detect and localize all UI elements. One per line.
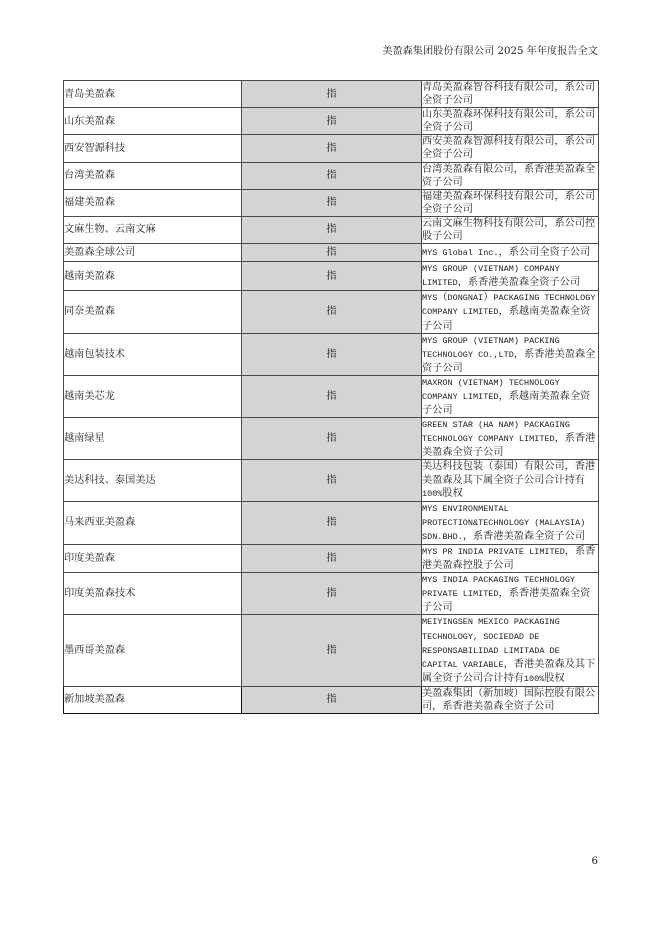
refers-to-cell: 指 xyxy=(242,108,422,135)
definition-cell: 美盈森集团（新加坡）国际控股有限公司，系香港美盈森全资子公司 xyxy=(422,686,599,713)
term-cell: 越南绿星 xyxy=(64,418,242,460)
term-cell: 印度美盈森技术 xyxy=(64,573,242,615)
definition-row xyxy=(64,615,599,686)
definition-cell: 台湾美盈森有限公司，系香港美盈森全资子公司 xyxy=(422,162,599,189)
latin-text-run: MYS INDIA PACKAGING TECHNOLOGY PRIVATE LIMITED xyxy=(422,575,576,600)
term-cell: 印度美盈森 xyxy=(64,545,242,573)
term-cell: 越南包装技术 xyxy=(64,333,242,375)
definition-row xyxy=(64,460,599,501)
latin-text-run: MYS GROUP (VIETNAM) COMPANY LIMITED xyxy=(422,264,560,289)
definition-row xyxy=(64,375,599,417)
latin-text-run: GREEN STAR (HA NAM) PACKAGING TECHNOLOGY COMPANY LIMITED xyxy=(422,420,570,445)
definition-cell: GREEN STAR (HA NAM) PACKAGING TECHNOLOGY COMPANY LIMITED，系香港美盈森全资子公司 xyxy=(422,418,599,460)
latin-text-run: 100% xyxy=(422,488,443,499)
definition-row xyxy=(64,108,599,135)
definition-cell: 山东美盈森环保科技有限公司，系公司全资子公司 xyxy=(422,108,599,135)
latin-text-run: MYS GROUP (VIETNAM) PACKING TECHNOLOGY CO.,LTD xyxy=(422,335,560,360)
refers-to-cell: 指 xyxy=(242,460,422,501)
refers-to-cell: 指 xyxy=(242,216,422,243)
term-cell: 青岛美盈森 xyxy=(64,81,242,108)
latin-text-run: MAXRON (VIETNAM) TECHNOLOGY COMPANY LIMITED xyxy=(422,377,560,402)
refers-to-cell: 指 xyxy=(242,418,422,460)
latin-text-run: PACKAGING TECHNOLOGY COMPANY LIMITED xyxy=(422,293,596,318)
refers-to-cell: 指 xyxy=(242,189,422,216)
definition-row xyxy=(64,686,599,713)
term-cell: 越南美芯龙 xyxy=(64,375,242,417)
refers-to-cell: 指 xyxy=(242,545,422,573)
latin-text-run: MYS Global Inc. xyxy=(422,247,499,258)
definition-row xyxy=(64,501,599,544)
term-cell: 西安智源科技 xyxy=(64,135,242,162)
definition-cell: MYS ENVIRONMENTAL PROTECTION&TECHNOLOGY (MALAYSIA) SDN.BHD.，系香港美盈森全资子公司 xyxy=(422,501,599,544)
definition-row xyxy=(64,573,599,615)
refers-to-cell: 指 xyxy=(242,333,422,375)
definition-row xyxy=(64,545,599,573)
definition-cell: MEIYINGSEN MEXICO PACKAGING TECHNOLOGY, SOCIEDAD DE RESPONSABILIDAD LIMITADA DE CAPITAL VARIABLE，香港美盈森及其下属全资子公司合计持有100%股权 xyxy=(422,615,599,686)
refers-to-cell: 指 xyxy=(242,375,422,417)
definition-row xyxy=(64,418,599,460)
latin-text-run: 100% xyxy=(523,673,545,684)
term-cell: 墨西哥美盈森 xyxy=(64,615,242,686)
definition-row xyxy=(64,262,599,291)
refers-to-cell: 指 xyxy=(242,291,422,333)
definition-row xyxy=(64,135,599,162)
refers-to-cell: 指 xyxy=(242,573,422,615)
term-cell: 美达科技、泰国美达 xyxy=(64,460,242,501)
latin-text-run: MYS ENVIRONMENTAL PROTECTION&TECHNOLOGY (MALAYSIA) SDN.BHD. xyxy=(422,503,586,542)
definition-cell: 云南文麻生物科技有限公司，系公司控股子公司 xyxy=(422,216,599,243)
definition-row xyxy=(64,81,599,108)
latin-text-run: MYS PR INDIA PRIVATE LIMITED xyxy=(422,547,565,557)
term-cell: 山东美盈森 xyxy=(64,108,242,135)
definition-row xyxy=(64,244,599,262)
definition-cell: MYS GROUP (VIETNAM) PACKING TECHNOLOGY CO.,LTD，系香港美盈森全资子公司 xyxy=(422,333,599,375)
term-cell: 文麻生物、云南文麻 xyxy=(64,216,242,243)
definition-cell: MYS Global Inc.，系公司全资子公司 xyxy=(422,244,599,262)
definition-row xyxy=(64,189,599,216)
refers-to-cell: 指 xyxy=(242,162,422,189)
definition-row xyxy=(64,216,599,243)
term-cell: 同奈美盈森 xyxy=(64,291,242,333)
definitions-table xyxy=(63,80,599,714)
term-cell: 福建美盈森 xyxy=(64,189,242,216)
latin-text-run: MYS xyxy=(422,293,438,304)
definition-row xyxy=(64,291,599,333)
term-cell: 台湾美盈森 xyxy=(64,162,242,189)
definition-cell: 西安美盈森智源科技有限公司，系公司全资子公司 xyxy=(422,135,599,162)
latin-text-run: DONGNAI xyxy=(447,293,484,304)
definitions-table-body xyxy=(64,81,599,714)
refers-to-cell: 指 xyxy=(242,262,422,291)
refers-to-cell: 指 xyxy=(242,615,422,686)
definition-cell: 美达科技包装（泰国）有限公司，香港美盈森及其下属全资子公司合计持有100%股权 xyxy=(422,460,599,501)
page-number: 6 xyxy=(591,856,598,867)
definition-cell: 青岛美盈森智谷科技有限公司，系公司全资子公司 xyxy=(422,81,599,108)
refers-to-cell: 指 xyxy=(242,501,422,544)
refers-to-cell: 指 xyxy=(242,81,422,108)
refers-to-cell: 指 xyxy=(242,244,422,262)
refers-to-cell: 指 xyxy=(242,135,422,162)
definition-row xyxy=(64,333,599,375)
definition-cell: MYS PR INDIA PRIVATE LIMITED，系香港美盈森控股子公司 xyxy=(422,545,599,573)
definition-cell: MYS GROUP (VIETNAM) COMPANY LIMITED，系香港美盈森全资子公司 xyxy=(422,262,599,291)
term-cell: 马来西亚美盈森 xyxy=(64,501,242,544)
definition-cell: MYS INDIA PACKAGING TECHNOLOGY PRIVATE LIMITED，系香港美盈森全资子公司 xyxy=(422,573,599,615)
running-header: 美盈森集团股份有限公司 2025 年年度报告全文 xyxy=(382,46,598,57)
definition-row xyxy=(64,162,599,189)
term-cell: 新加坡美盈森 xyxy=(64,686,242,713)
definition-cell: 福建美盈森环保科技有限公司，系公司全资子公司 xyxy=(422,189,599,216)
term-cell: 美盈森全球公司 xyxy=(64,244,242,262)
refers-to-cell: 指 xyxy=(242,686,422,713)
latin-text-run: MEIYINGSEN MEXICO PACKAGING TECHNOLOGY, SOCIEDAD DE RESPONSABILIDAD LIMITADA DE CAPITAL VARIABLE xyxy=(422,617,560,670)
term-cell: 越南美盈森 xyxy=(64,262,242,291)
definition-cell: MYS（DONGNAI）PACKAGING TECHNOLOGY COMPANY LIMITED，系越南美盈森全资子公司 xyxy=(422,291,599,333)
definition-cell: MAXRON (VIETNAM) TECHNOLOGY COMPANY LIMITED，系越南美盈森全资子公司 xyxy=(422,375,599,417)
